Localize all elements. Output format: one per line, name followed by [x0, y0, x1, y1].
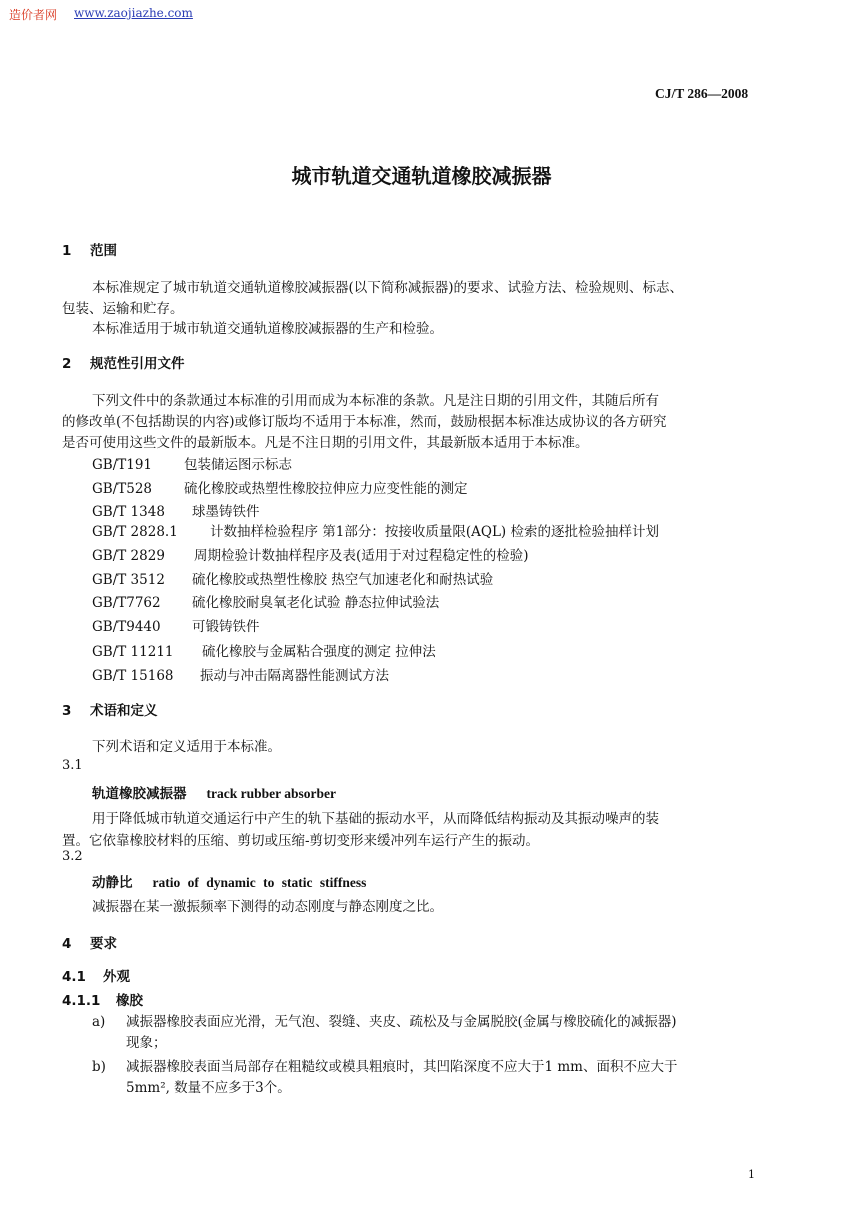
page-number: 1: [748, 1168, 755, 1181]
section-title: 要求: [90, 936, 117, 952]
reference-code: GB/T 15168: [92, 668, 174, 684]
watermark-url-link[interactable]: www.zaojiazhe.com: [74, 6, 193, 20]
list-item-text-line-2: 现象；: [126, 1035, 167, 1051]
reference-item: [92, 544, 529, 564]
term-definition-line-2: 置。它依靠橡胶材料的压缩、剪切或压缩-剪切变形来缓冲列车运行产生的振动。: [62, 833, 540, 849]
section-3-heading: [62, 699, 158, 719]
term-index: 3.1: [62, 758, 83, 773]
reference-item: [92, 664, 389, 684]
list-item-text-line-1: 减振器橡胶表面应光滑，无气泡、裂缝、夹皮、疏松及与金属脱胶(金属与橡胶硫化的减振器): [126, 1014, 677, 1030]
subsection-number: 4.1: [62, 969, 86, 985]
reference-title: 硫化橡胶或热塑性橡胶 热空气加速老化和耐热试验: [192, 572, 494, 588]
document-title: 城市轨道交通轨道橡胶减振器: [291, 164, 552, 188]
section-1-paragraph-2: 本标准适用于城市轨道交通轨道橡胶减振器的生产和检验。: [92, 321, 443, 337]
reference-code: GB/T 2829: [92, 548, 165, 564]
reference-item: [92, 500, 260, 520]
reference-item: [92, 568, 493, 588]
term-chinese: 动静比: [92, 875, 133, 891]
section-number: 2: [62, 356, 72, 372]
reference-title: 可锻铸铁件: [192, 619, 260, 635]
list-item-label: a): [92, 1014, 106, 1030]
reference-code: GB/T 11211: [92, 644, 174, 660]
reference-title: 周期检验计数抽样程序及表(适用于对过程稳定性的检验): [194, 548, 529, 564]
term-english: ratio of dynamic to static stiffness: [152, 875, 367, 890]
reference-item: [92, 640, 436, 660]
reference-title: 球墨铸铁件: [192, 504, 260, 520]
list-item-text-line-2: 5mm², 数量不应多于3个。: [126, 1080, 291, 1096]
subsection-4-1-1-heading: [62, 989, 143, 1009]
section-title: 规范性引用文件: [90, 356, 185, 372]
list-item: [92, 1055, 677, 1075]
subsection-4-1-heading: [62, 965, 130, 985]
section-2-heading: [62, 352, 185, 372]
reference-code: GB/T528: [92, 481, 153, 497]
section-1-paragraph-1-line-2: 包装、运输和贮存。: [62, 301, 184, 317]
reference-item: [92, 591, 439, 611]
section-2-paragraph-line-1: 下列文件中的条款通过本标准的引用而成为本标准的条款。凡是注日期的引用文件，其随后所有: [92, 393, 659, 409]
section-1-heading: [62, 239, 117, 259]
reference-code: GB/T 2828.1: [92, 524, 178, 540]
term-index: 3.2: [62, 849, 83, 864]
subsection-title: 外观: [103, 969, 130, 985]
reference-title: 硫化橡胶或热塑性橡胶拉伸应力应变性能的测定: [184, 481, 468, 497]
subsection-title: 橡胶: [116, 993, 143, 1009]
reference-title: 硫化橡胶耐臭氧老化试验 静态拉伸试验法: [192, 595, 440, 611]
term-chinese: 轨道橡胶减振器: [92, 786, 187, 802]
reference-title: 计数抽样检验程序 第1部分：按接收质量限(AQL) 检索的逐批检验抽样计划: [210, 524, 659, 540]
section-number: 3: [62, 703, 72, 719]
reference-title: 包装储运图示标志: [184, 457, 292, 473]
section-2-paragraph-line-2: 的修改单(不包括勘误的内容)或修订版均不适用于本标准，然而，鼓励根据本标准达成协议的各方研究: [62, 414, 667, 430]
section-1-paragraph-1-line-1: 本标准规定了城市轨道交通轨道橡胶减振器(以下简称减振器)的要求、试验方法、检验规则、标志、: [92, 280, 684, 296]
reference-item: [92, 477, 468, 497]
list-item-label: b): [92, 1059, 106, 1075]
reference-code: GB/T 1348: [92, 504, 165, 520]
reference-item: [92, 453, 292, 473]
reference-code: GB/T191: [92, 457, 153, 473]
term-definition-line-1: 用于降低城市轨道交通运行中产生的轨下基础的振动水平，从而降低结构振动及其振动噪声的装: [92, 811, 659, 827]
reference-code: GB/T9440: [92, 619, 161, 635]
subsection-number: 4.1.1: [62, 993, 101, 1009]
term-heading: [92, 782, 336, 802]
reference-item: [92, 615, 260, 635]
standard-number: CJ/T 286—2008: [655, 86, 749, 101]
reference-title: 振动与冲击隔离器性能测试方法: [200, 668, 389, 684]
reference-title: 硫化橡胶与金属粘合强度的测定 拉伸法: [202, 644, 436, 660]
term-heading: [92, 871, 366, 891]
list-item-text-line-1: 减振器橡胶表面当局部存在粗糙纹或模具粗痕时，其凹陷深度不应大于1 mm、面积不应大于: [126, 1059, 678, 1075]
section-title: 术语和定义: [90, 703, 158, 719]
reference-code: GB/T7762: [92, 595, 161, 611]
reference-item: [92, 520, 659, 540]
section-number: 4: [62, 936, 72, 952]
list-item: [92, 1010, 677, 1030]
section-2-paragraph-line-3: 是否可使用这些文件的最新版本。凡是不注日期的引用文件，其最新版本适用于本标准。: [62, 435, 589, 451]
term-definition: 减振器在某一激振频率下测得的动态刚度与静态刚度之比。: [92, 899, 443, 915]
section-3-intro: 下列术语和定义适用于本标准。: [92, 739, 281, 755]
watermark-site-name: 造价者网: [9, 8, 58, 22]
term-english: track rubber absorber: [206, 786, 336, 801]
reference-code: GB/T 3512: [92, 572, 165, 588]
section-title: 范围: [90, 243, 117, 259]
section-number: 1: [62, 243, 72, 259]
section-4-heading: [62, 932, 117, 952]
